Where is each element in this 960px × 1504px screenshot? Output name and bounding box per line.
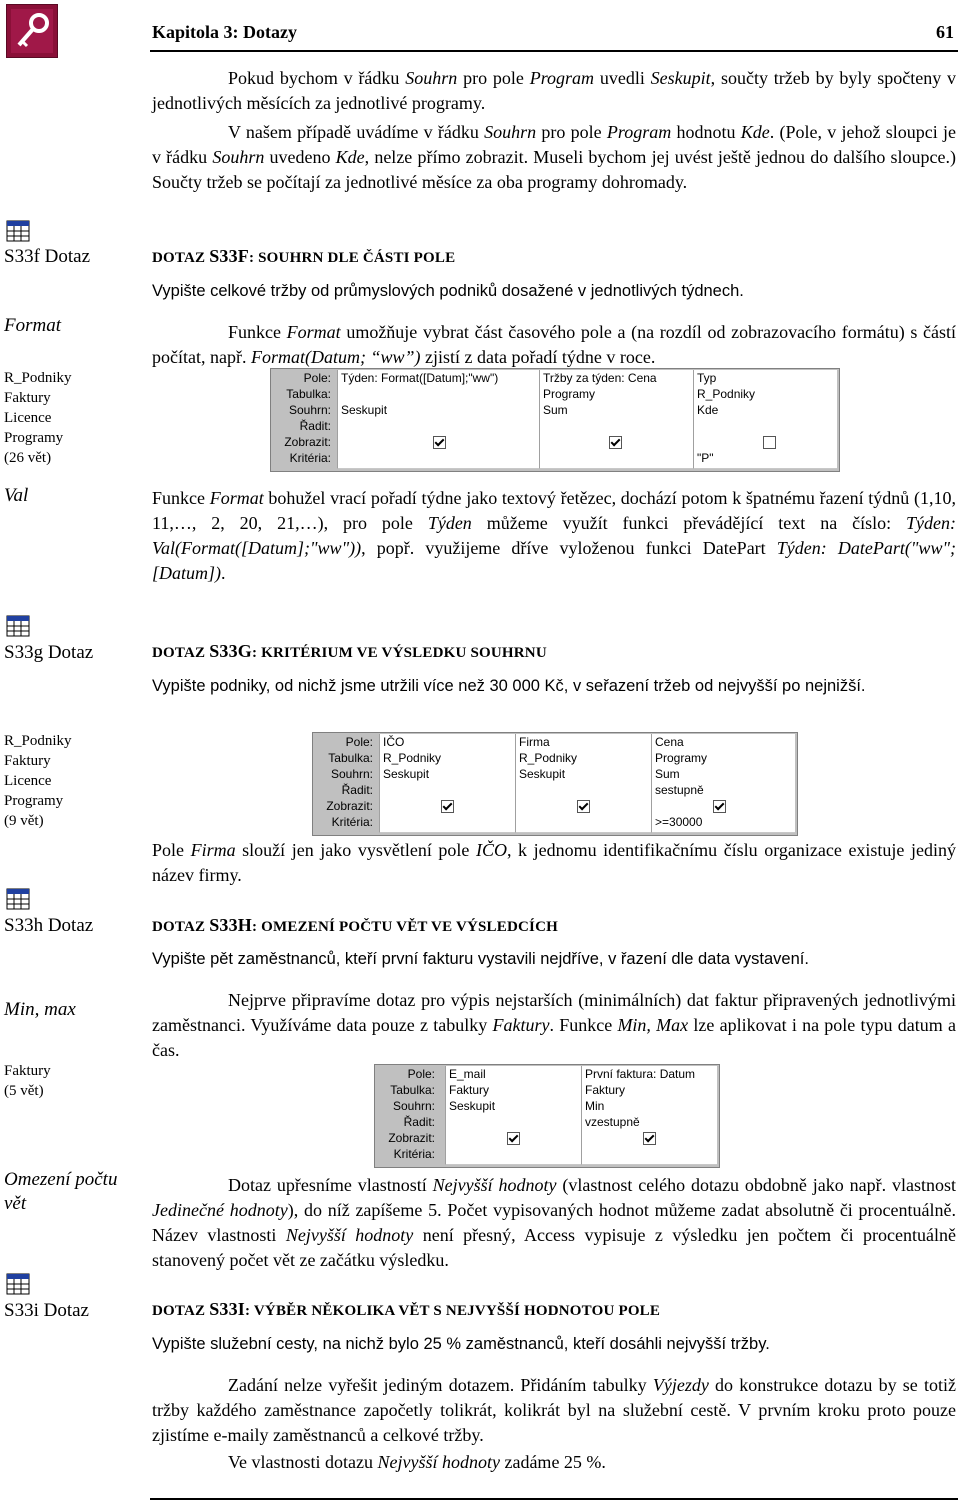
grid-cell[interactable] [581,1146,717,1165]
heading-s33g: DOTAZ S33G: KRITÉRIUM VE VÝSLEDKU SOUHRNU [152,641,547,661]
grid-cell[interactable] [337,386,539,403]
paragraph-val-datepart: Funkce Format bohužel vrací pořadí týdne jako textový řetězec, dochází potom k špatnému řazení týdnů (1,10, 11,…, 2, 20, 21,…), pro pole Týden můžeme využít funkci převádějící text na číslo: Týden: Val(Format([Datum];"ww")), popř. využijeme dříve vyloženou funkci DatePart Týden: DatePart("ww";[Datum]). [152,488,957,583]
grid-cell[interactable]: R_Podniky [515,750,651,767]
grid-cell[interactable]: R_Podniky [379,750,515,767]
show-checkbox[interactable] [441,800,454,813]
show-checkbox[interactable] [577,800,590,813]
margin-s33g-tables: R_Podniky Faktury Licence Programy (9 vět) [4,733,72,829]
grid-cell[interactable] [515,782,651,799]
query-icon [6,888,30,910]
grid-label-radit: Řadit: [403,1115,435,1129]
page-number: 61 [936,22,954,42]
margin-format: Format [4,315,61,336]
grid-cell[interactable] [379,782,515,799]
heading-s33f: DOTAZ S33F: SOUHRN DLE ČÁSTI POLE [152,246,456,266]
grid-label-kriteria: Kritéria: [331,815,373,829]
grid-cell[interactable] [693,434,837,451]
header-rule [150,50,958,52]
grid-cell[interactable] [581,1130,717,1147]
task-s33f: Vypište celkové tržby od průmyslových podniků dosažené v jednotlivých týdnech. [152,282,744,300]
paragraph-nejvyssi-hodnoty: Dotaz upřesníme vlastností Nejvyšší hodnoty (vlastnost celého dotazu obdobně jako např. vlastnost Jedinečné hodnoty), do níž zapíšeme 5. Počet vypisovaných hodnot můžeme zadat absolutně či procentuálně. Název vlastnosti Nejvyšší hodnoty není přesný, Access vypisuje z výsledku jen počtem či procentuálně stanovený počet vět ze začátku výsledku. [152,1175,957,1270]
grid-label-kriteria: Kritéria: [393,1147,435,1161]
paragraph-25-procent: Ve vlastnosti dotazu Nejvyšší hodnoty zadáme 25 %. [228,1452,606,1472]
grid-cell[interactable]: Faktury [581,1082,717,1099]
margin-s33h-tables: Faktury (5 vět) [4,1063,51,1099]
heading-s33h: DOTAZ S33H: OMEZENÍ POČTU VĚT VE VÝSLEDCÍCH [152,915,558,935]
grid-cell[interactable] [539,418,693,435]
grid-cell[interactable]: E_mail [445,1066,581,1083]
paragraph-format: Funkce Format umožňuje vybrat část časového pole a (na rozdíl od zobrazovacího formátu) s částí počítat, např. Format(Datum; “ww”) zjistí z data pořadí týdne v roce. [152,322,956,367]
grid-label-pole: Pole: [345,735,373,749]
grid-cell[interactable] [515,814,651,833]
grid-label-souhrn: Souhrn: [392,1099,435,1113]
grid-cell[interactable]: Seskupit [445,1098,581,1115]
grid-label-kriteria: Kritéria: [289,451,331,465]
grid-cell[interactable]: sestupně [651,782,795,799]
grid-cell[interactable] [651,798,795,815]
show-checkbox-unchecked[interactable] [763,436,776,449]
grid-cell[interactable] [693,418,837,435]
paragraph-souhrn-seskupit: Pokud bychom v řádku Souhrn pro pole Program uvedli Seskupit, součty tržeb by byly spočteny v jednotlivých měsících za jednotlivé programy. [152,68,957,113]
paragraph-souhrn-kde: V našem případě uvádíme v řádku Souhrn pro pole Program hodnotu Kde. (Pole, v jehož sloupci je v řádku Souhrn uvedeno Kde, nelze přímo zobrazit. Museli bychom jej uvést ještě jednou do dalšího sloupce.) Součty tržeb se počítají za jednotlivé měsíce za oba programy dohromady. [152,122,957,192]
grid-cell[interactable]: Programy [539,386,693,403]
grid-cell[interactable]: IČO [379,734,515,751]
grid-cell[interactable]: Min [581,1098,717,1115]
grid-cell[interactable]: Kde [693,402,837,419]
grid-label-tabulka: Tabulka: [286,387,331,401]
paragraph-vyjezdy: Zadání nelze vyřešit jediným dotazem. Přidáním tabulky Výjezdy do konstrukce dotazu by se totiž tržby každého zaměstnance započetly tolikrát, kolikrát byl na služební cestě. V prvním kroku proto pouze zjistíme e-maily zaměstnanců a celkové tržby. [152,1375,956,1445]
grid-cell[interactable]: Cena [651,734,795,751]
paragraph-min-max: Nejprve připravíme dotaz pro výpis nejstarších (minimálních) dat faktur připravených jednotlivými zaměstnanci. Využíváme data pouze z tabulky Faktury. Funkce Min, Max lze aplikovat i na pole typu datum a čas. [152,990,956,1060]
margin-s33i: S33i Dotaz [4,1300,89,1321]
query-grid-s33f[interactable] [270,368,840,472]
heading-s33i: DOTAZ S33I: VÝBĚR NĚKOLIKA VĚT S NEJVYŠŠÍ HODNOTOU POLE [152,1299,661,1319]
margin-s33f-tables: R_Podniky Faktury Licence Programy (26 vět) [4,370,72,466]
grid-cell[interactable]: Seskupit [379,766,515,783]
grid-label-souhrn: Souhrn: [288,403,331,417]
task-s33g: Vypište podniky, od nichž jsme utržili více než 30 000 Kč, v seřazení tržeb od nejvyšší po nejnižší. [152,677,866,695]
task-s33i: Vypište služební cesty, na nichž bylo 25 % zaměstnanců, kteří dosáhli nejvyšší tržby. [152,1335,770,1353]
grid-cell[interactable] [445,1114,581,1131]
task-s33h: Vypište pět zaměstnanců, kteří první fakturu vystavili nejdříve, v řazení dle data vystavení. [152,950,809,968]
grid-label-tabulka: Tabulka: [328,751,373,765]
grid-cell[interactable]: Typ [693,370,837,387]
show-checkbox[interactable] [643,1132,656,1145]
show-checkbox[interactable] [609,436,622,449]
grid-label-zobrazit: Zobrazit: [284,435,331,449]
margin-val: Val [4,485,29,506]
grid-cell[interactable] [337,434,539,451]
grid-cell[interactable]: Seskupit [337,402,539,419]
grid-cell[interactable] [337,450,539,469]
show-checkbox[interactable] [433,436,446,449]
grid-label-zobrazit: Zobrazit: [326,799,373,813]
show-checkbox[interactable] [713,800,726,813]
grid-cell[interactable]: Seskupit [515,766,651,783]
query-grid-s33h[interactable] [374,1064,720,1168]
query-icon [6,615,30,637]
margin-min-max: Min, max [4,999,76,1020]
margin-omezeni: Omezení počtu vět [4,1169,118,1214]
grid-cell[interactable] [379,798,515,815]
grid-cell[interactable]: >=30000 [651,814,795,833]
key-logo-icon [6,4,58,58]
paragraph-firma-ico: Pole Firma slouží jen jako vysvětlení pole IČO, k jednomu identifikačnímu číslu organizace existuje jediný název firmy. [152,840,956,885]
grid-label-tabulka: Tabulka: [390,1083,435,1097]
grid-cell[interactable] [379,814,515,833]
grid-cell[interactable] [539,450,693,469]
grid-label-pole: Pole: [303,371,331,385]
grid-label-radit: Řadit: [299,419,331,433]
grid-cell[interactable]: Sum [539,402,693,419]
margin-s33g: S33g Dotaz [4,642,94,663]
grid-cell[interactable]: "P" [693,450,837,469]
grid-cell[interactable] [445,1146,581,1165]
query-icon [6,1273,30,1295]
grid-cell[interactable]: Firma [515,734,651,751]
grid-cell[interactable]: Týden: Format([Datum];"ww") [337,370,539,387]
grid-label-radit: Řadit: [341,783,373,797]
grid-cell[interactable] [515,798,651,815]
margin-s33h: S33h Dotaz [4,915,94,936]
grid-cell[interactable]: Programy [651,750,795,767]
footer-rule [150,1498,958,1500]
grid-cell[interactable]: První faktura: Datum [581,1066,717,1083]
grid-cell[interactable]: Faktury [445,1082,581,1099]
margin-s33f: S33f Dotaz [4,246,91,267]
grid-cell[interactable]: Tržby za týden: Cena [539,370,693,387]
grid-cell[interactable] [539,434,693,451]
query-grid-s33g[interactable] [312,732,798,836]
grid-cell[interactable]: Sum [651,766,795,783]
grid-label-souhrn: Souhrn: [330,767,373,781]
grid-cell[interactable]: R_Podniky [693,386,837,403]
query-icon [6,220,30,242]
grid-label-zobrazit: Zobrazit: [388,1131,435,1145]
grid-cell[interactable]: vzestupně [581,1114,717,1131]
chapter-title: Kapitola 3: Dotazy [152,22,297,42]
grid-cell[interactable] [445,1130,581,1147]
grid-cell[interactable] [337,418,539,435]
grid-label-pole: Pole: [407,1067,435,1081]
show-checkbox[interactable] [507,1132,520,1145]
